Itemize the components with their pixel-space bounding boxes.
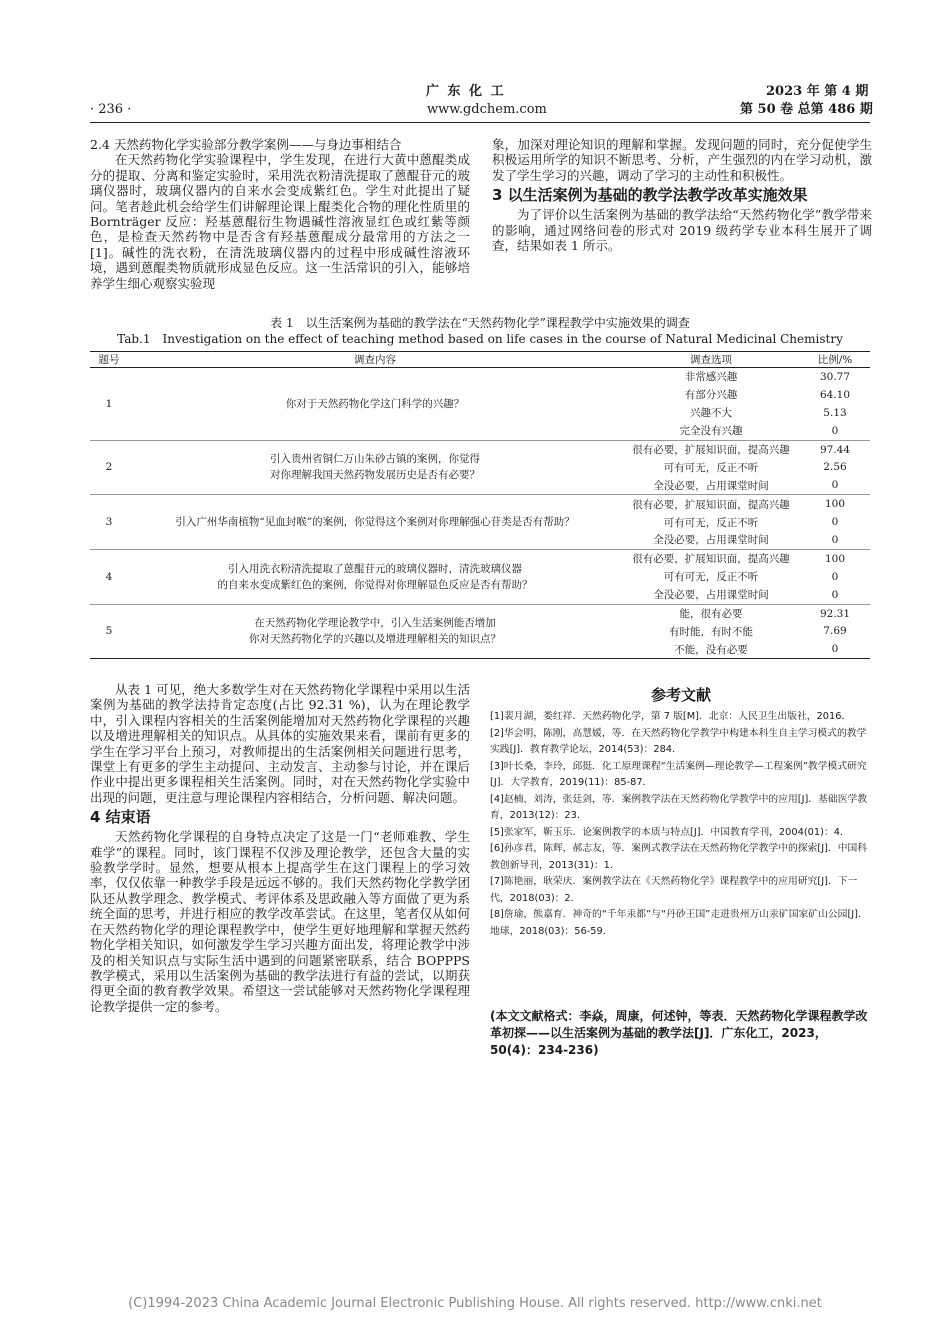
ratio-cell: 30.77 [819, 370, 851, 383]
ratio-cell: 7.69 [823, 625, 847, 638]
ratio-cell: 0 [831, 479, 839, 492]
results-paragraph: 从表 1 可见，绝大多数学生对在天然药物化学课程中采用以生活案例为基础的教学法持肯定态度(占比 92.31 %)，认为在理论教学中，引入课程内容相关的生活案例能增加对天然药物化学课程的兴趣以及增进理解相关的知识点。从具体的实施效果来看，课前有更多的学生在学习平台上预习，对教师提出的生活案例相关问题进行思考，课堂上有更多的学生主动提问、主动发言、主动参与讨论，并在课后作业中提出更多课程相关生活案例。同时，对在天然药物化学实验中出现的问题，更注意与理论课程内容相结合，分析问题、解决问题。 [90, 682, 470, 805]
option-cell: 有部分兴趣 [684, 389, 738, 402]
reference-item: [1]裴月湖，娄红祥．天然药物化学，第 7 版[M]．北京：人民卫生出版社，2016． [490, 711, 852, 722]
table-row [90, 368, 870, 386]
ratio-cell: 97.44 [800, 440, 870, 458]
option-cell: 能，很有必要 [622, 604, 800, 622]
option-cell: 可有可无，反正不听 [663, 571, 759, 584]
table-row [90, 604, 870, 622]
ratio-cell: 0 [831, 533, 839, 546]
survey-table [90, 351, 870, 659]
option-cell: 非常感兴趣 [684, 371, 738, 384]
section-3-paragraph: 为了评价以生活案例为基础的教学法给“天然药物化学”教学带来的影响，通过网络问卷的形式对 2019 级药学专业本科生展开了调查，结果如表 1 所示。 [492, 207, 872, 254]
continued-paragraph: 象，加深对理论知识的理解和掌握。发现问题的同时，充分促使学生积极运用所学的知识不断思考、分析，产生强烈的内在学习动机，激发了学生学习的兴趣，调动了学习的主动性和积极性。 [492, 137, 872, 183]
header-ratio: 比例/% [800, 352, 870, 368]
header-rule [90, 122, 870, 123]
reference-item: [6]孙彦君，陈辉，郝志友，等．案例式教学法在天然药物化学教学中的探索[J]．中国科教创新导刊，2013(31)：1． [490, 843, 868, 871]
section-4-title: 4 结束语 [90, 808, 151, 827]
section-4-paragraph: 天然药物化学课程的自身特点决定了这是一门“老师难教、学生难学”的课程。同时，该门课程不仅涉及理论教学，还包含大量的实验教学学时。显然，想要从根本上提高学生在这门课程上的学习效率，仅仅依靠一种教学手段是远远不够的。我们天然药物化学教学团队还从教学理念、教学模式、考评体系及思政融入等方面做了更为系统全面的思考，并进行相应的教学改革尝试。在这里，笔者仅从如何在天然药物化学的理论课程教学中，使学生更好地理解和掌握天然药物化学相关知识，如何激发学生学习兴趣方面出发，将理论教学中涉及的相关知识点与实际生活中遇到的问题紧密联系，结合 BOPPPS 教学模式，采用以生活案例为基础的教学法进行有益的尝试，以期获得更全面的教育教学效果。希望这一尝试能够对天然药物化学课程理论教学提供一定的参考。 [90, 829, 470, 1014]
section-2-4-title: 2.4 天然药物化学实验部分教学案例——与身边事相结合 [90, 137, 402, 152]
ratio-cell: 0 [831, 424, 839, 437]
left-column-bottom [90, 682, 470, 1014]
left-column-top [90, 137, 470, 291]
table-header-row [90, 352, 870, 368]
reference-item: [3]叶长桑，李玲，邱挺．化工原理课程“生活案例—理论教学—工程案例”教学模式研究[J]．大学教育，2019(11)：85-87． [490, 760, 867, 788]
table-caption-cn: 表 1 以生活案例为基础的教学法在“天然药物化学”课程教学中实施效果的调查 [270, 316, 690, 330]
question-number: 5 [90, 604, 128, 659]
option-cell: 全没必要，占用课堂时间 [653, 479, 769, 492]
references-list [490, 709, 872, 940]
option-cell: 完全没有兴趣 [679, 425, 743, 438]
question-content-line: 你对天然药物化学的兴趣以及增进理解相关的知识点？ [249, 633, 501, 646]
option-cell: 全没必要，占用课堂时间 [653, 589, 769, 602]
reference-item: [2]华会明，陈刚，高慧媛，等．在天然药物化学教学中构建本科生自主学习模式的教学实践[J]．教育教学论坛，2014(53)：284． [490, 727, 867, 755]
question-content-line: 的自来水变成紫红色的案例，你觉得对你理解显色反应是否有帮助？ [217, 578, 533, 591]
ratio-cell: 5.13 [823, 406, 847, 419]
option-cell: 很有必要，扩展知识面，提高兴趣 [622, 440, 800, 458]
option-cell: 很有必要，扩展知识面，提高兴趣 [622, 549, 800, 567]
ratio-cell: 92.31 [800, 604, 870, 622]
question-content-line: 对你理解我国天然药物发展历史是否有必要？ [270, 469, 480, 482]
journal-title: 广 东 化 工 [426, 84, 506, 99]
table-row [90, 440, 870, 458]
question-number: 1 [105, 397, 113, 410]
question-content [128, 549, 622, 604]
section-2-4-paragraph: 在天然药物化学实验课程中，学生发现，在进行大黄中蒽醌类成分的提取、分离和鉴定实验时，采用洗衣粉清洗提取了蒽醌苷元的玻璃仪器时，玻璃仪器内的自来水会变成紫红色。学生对此提出了疑问。笔者趁此机会给学生们讲解理论课上醌类化合物的理化性质里的 Bornträger 反应：羟基蒽醌衍生物遇碱性溶液显红色或红紫等颜色，是检查天然药物中是否含有羟基蒽醌成分最常用的方法之一[1]。碱性的洗衣粉，在清洗玻璃仪器内的过程中形成碱性溶液环境，遇到蒽醌类物质就形成显色反应。这一生活常识的引入，能够培养学生细心观察实验现 [90, 152, 470, 291]
question-content-line: 引入用洗衣粉清洗提取了蒽醌苷元的玻璃仪器时，清洗玻璃仪器 [228, 562, 522, 575]
question-content-line: 引入广州华南植物“见血封喉”的案例，你觉得这个案例对你理解强心苷类是否有帮助？ [175, 516, 575, 529]
citation-format: (本文文献格式：李焱，周康，何述钟，等表．天然药物化学课程教学改革初探——以生活案例为基础的教学法[J]．广东化工，2023，50(4)：234-236) [490, 1009, 868, 1057]
reference-item: [8]詹瑜，熊嘉育．神奇的“千年汞都”与“丹砂王国”走进贵州万山汞矿国家矿山公园[J]．地球，2018(03)：56-59． [490, 909, 868, 937]
table-row [90, 495, 870, 513]
option-cell: 可有可无，反正不听 [663, 516, 759, 529]
ratio-cell: 100 [800, 495, 870, 513]
reference-item: [7]陈艳丽，耿荣庆．案例教学法在《天然药物化学》课程教学中的应用研究[J]．下一代，2018(03)：2． [490, 876, 858, 904]
cnki-footer: (C)1994-2023 China Academic Journal Electronic Publishing House. All rights reserved. http://www.cnki.net [128, 1296, 822, 1311]
journal-website[interactable]: www.gdchem.com [427, 102, 547, 117]
page-number: · 236 · [90, 102, 132, 117]
volume-info: 第 50 卷 总第 486 期 [740, 102, 873, 117]
ratio-cell: 0 [800, 640, 870, 658]
question-number: 4 [90, 549, 128, 604]
references-title: 参考文献 [650, 686, 711, 704]
ratio-cell: 0 [831, 588, 839, 601]
section-3-title: 3 以生活案例为基础的教学法教学改革实施效果 [492, 186, 808, 205]
header-no: 题号 [90, 352, 128, 368]
question-content-line: 你对于天然药物化学这门科学的兴趣？ [285, 397, 465, 410]
ratio-cell: 64.10 [819, 388, 851, 401]
question-content-line: 引入贵州省铜仁万山朱砂古镇的案例，你觉得 [270, 453, 480, 466]
table-caption-en: Tab.1 Investigation on the effect of teaching method based on life cases in the course of Natural Medicinal Chemistry [117, 332, 843, 346]
table-row [90, 549, 870, 567]
right-column-top [492, 137, 872, 253]
option-cell: 很有必要，扩展知识面，提高兴趣 [622, 495, 800, 513]
option-cell: 全没必要，占用课堂时间 [653, 534, 769, 547]
header-options: 调查选项 [622, 352, 800, 368]
question-content [128, 495, 622, 550]
question-content [128, 368, 622, 441]
question-number: 2 [90, 440, 128, 495]
header-content: 调查内容 [128, 352, 622, 368]
reference-item: [4]赵楠，刘涛，张廷剑，等．案例教学法在天然药物化学教学中的应用[J]．基础医学教育，2013(12)：23． [490, 793, 868, 821]
question-content [128, 440, 622, 495]
ratio-cell: 0 [831, 570, 839, 583]
option-cell: 可有可无，反正不听 [663, 461, 759, 474]
year-issue: 2023 年 第 4 期 [766, 84, 869, 99]
ratio-cell: 2.56 [823, 461, 847, 474]
question-number: 3 [90, 495, 128, 550]
question-content-line: 在天然药物化学理论教学中，引入生活案例能否增加 [254, 617, 496, 630]
option-cell: 不能，没有必要 [622, 640, 800, 658]
ratio-cell: 100 [800, 549, 870, 567]
reference-item: [5]张家军，靳玉乐．论案例教学的本质与特点[J]．中国教育学刊，2004(01)：4． [490, 826, 850, 838]
ratio-cell: 0 [831, 516, 839, 529]
option-cell: 兴趣不大 [690, 407, 732, 420]
question-content [128, 604, 622, 659]
option-cell: 有时能，有时不能 [669, 625, 753, 638]
